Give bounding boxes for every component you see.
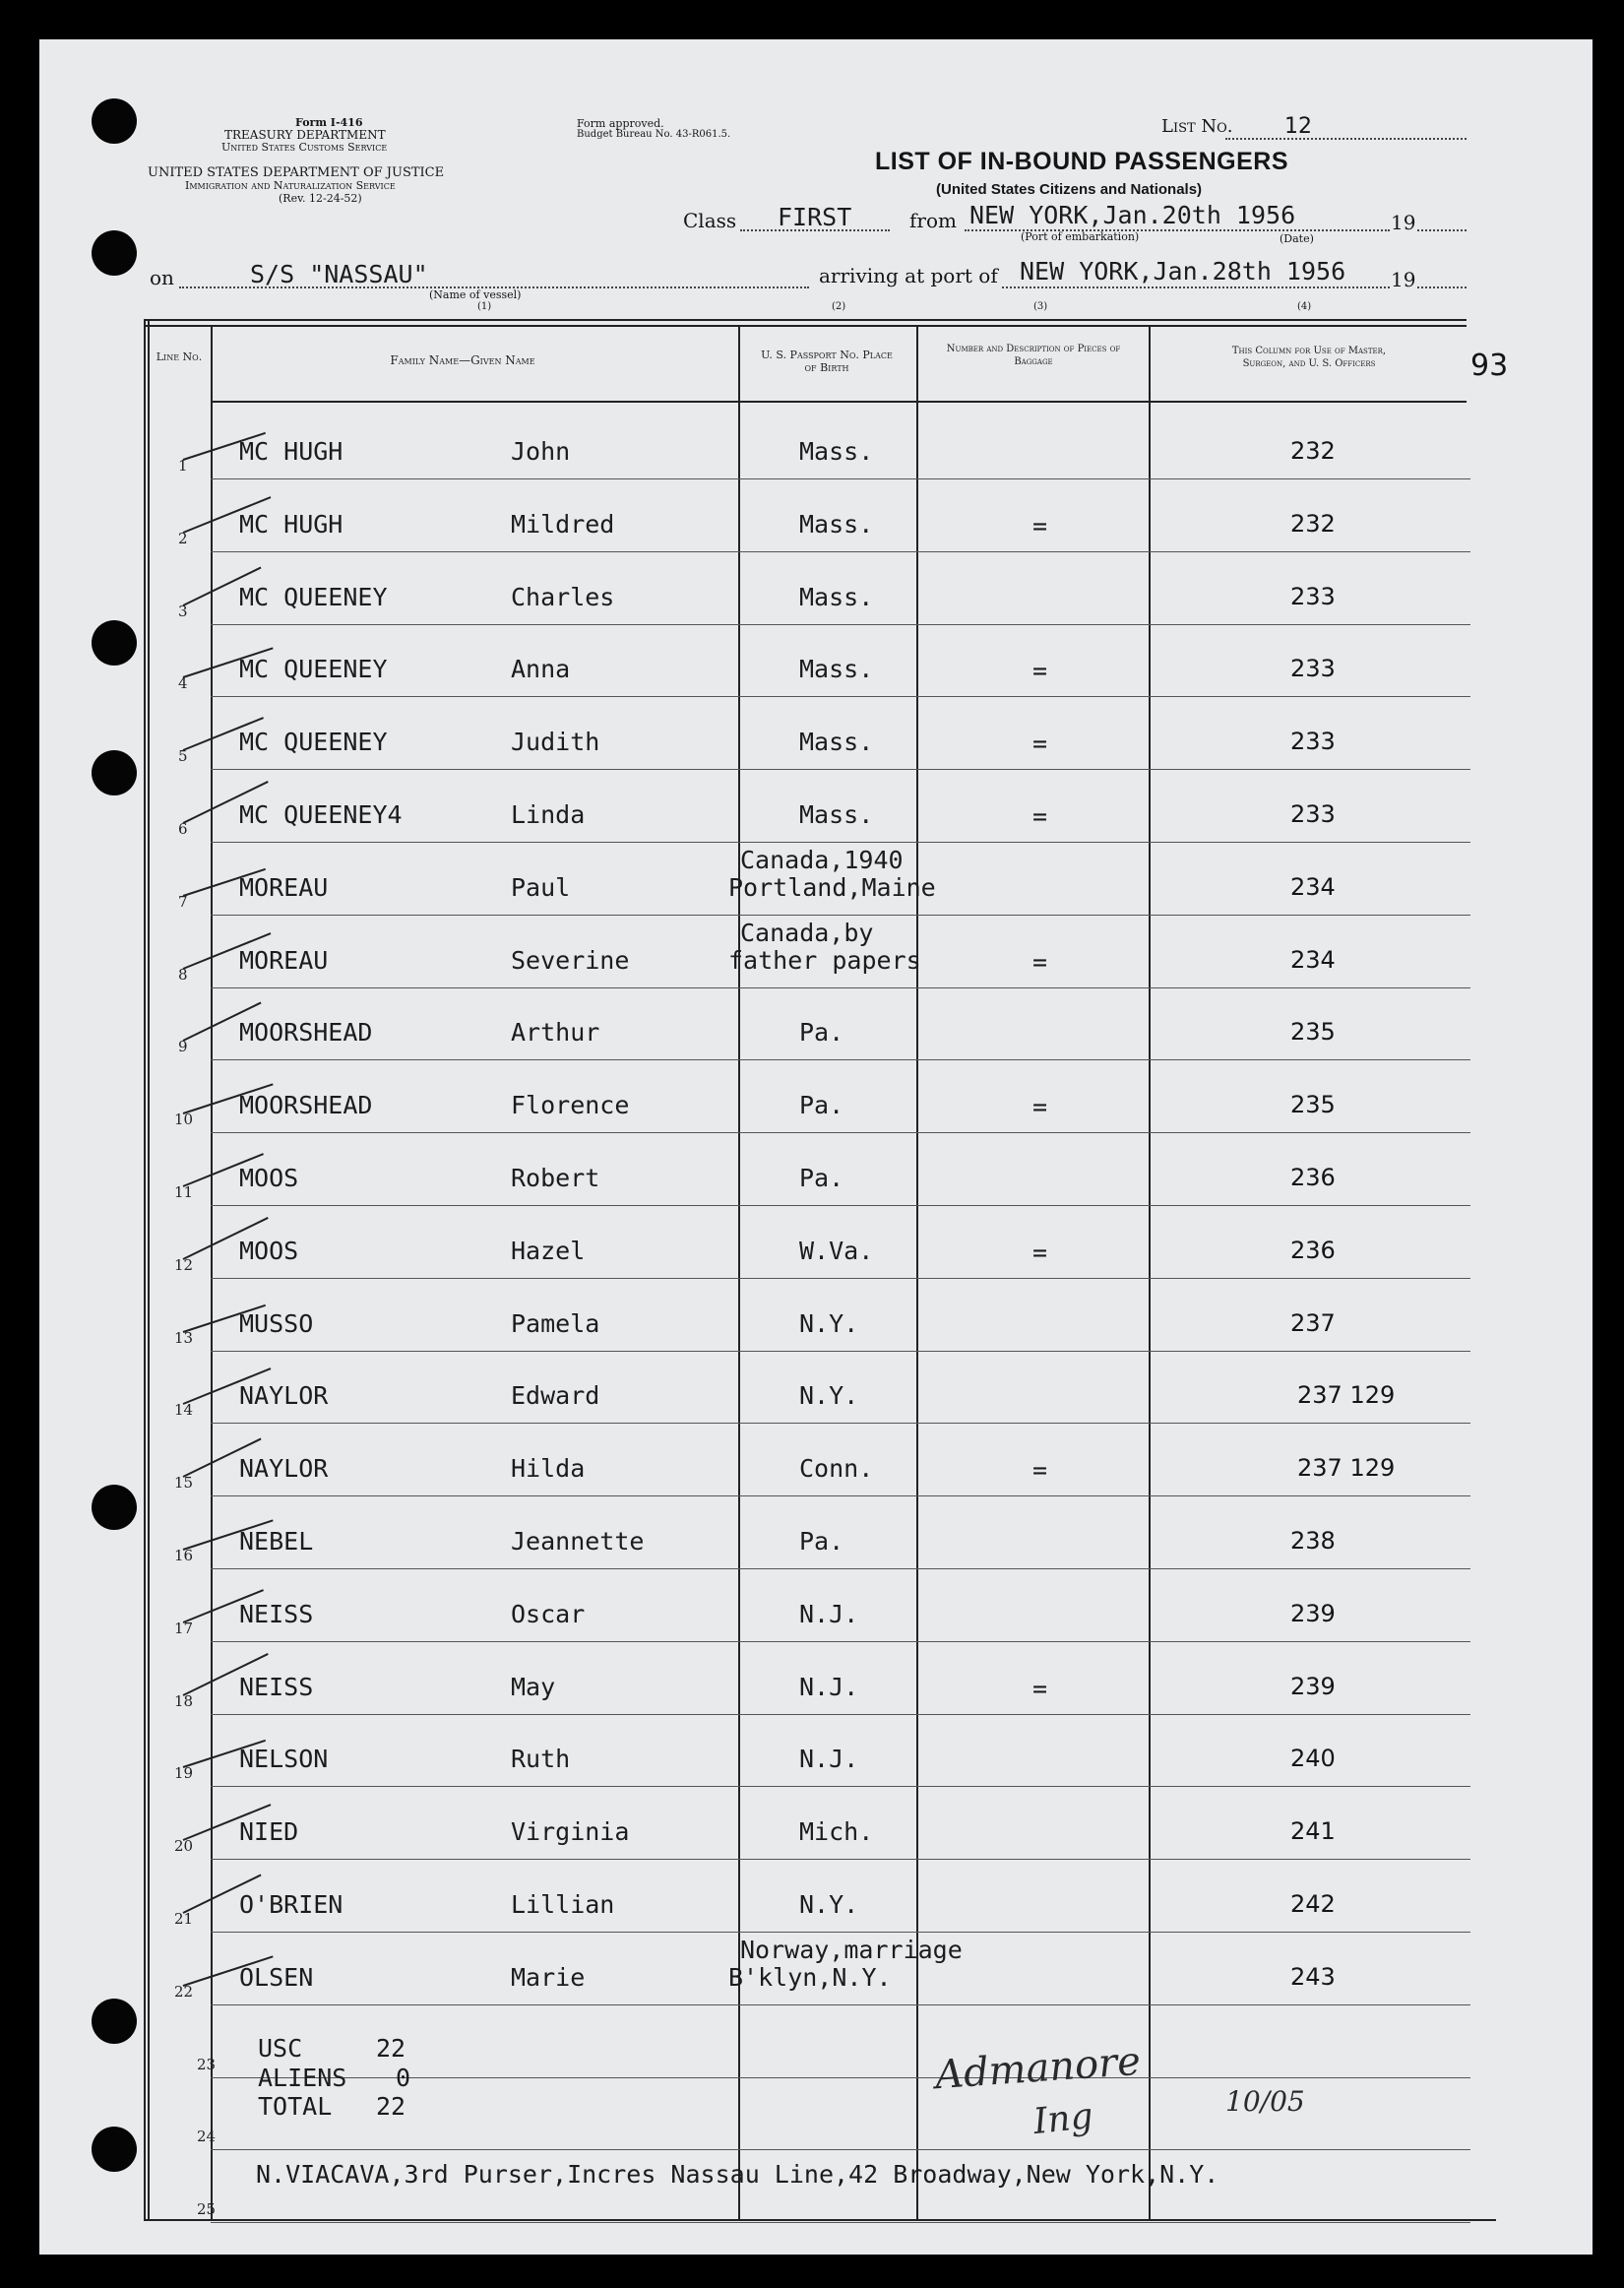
place-of-birth: Mass. — [799, 509, 874, 539]
officer-number: 233 — [1290, 582, 1336, 610]
row-rule — [211, 915, 1470, 916]
family-name: MC QUEENEY — [239, 655, 388, 684]
place-of-birth: N.Y. — [799, 1890, 859, 1919]
place-of-birth-line-2: Portland,Maine — [728, 872, 936, 902]
table-left-rule-2 — [148, 319, 150, 2221]
place-of-birth: N.J. — [799, 1599, 859, 1628]
family-name: MOOS — [239, 1236, 299, 1265]
row-rule — [211, 1641, 1470, 1642]
list-no-line — [1225, 138, 1467, 140]
line-number: 12 — [174, 1255, 194, 1274]
caption-1: (1) — [477, 301, 492, 312]
header-line-no: Line No. — [156, 350, 203, 363]
line-number: 11 — [174, 1183, 194, 1201]
given-name: Charles — [511, 582, 615, 611]
row-rule — [211, 2149, 1470, 2150]
header-bottom-rule — [211, 401, 1467, 403]
given-name: Linda — [511, 800, 586, 829]
place-of-birth-line-2: father papers — [728, 945, 921, 975]
given-name: Hazel — [511, 1236, 586, 1265]
officer-number: 238 — [1290, 1527, 1336, 1555]
line-number: 20 — [174, 1837, 194, 1856]
handwritten-note: Ing — [1031, 2095, 1095, 2143]
line-number: 10 — [174, 1111, 194, 1129]
table-bottom-rule — [144, 2219, 1496, 2221]
given-name: Anna — [511, 655, 571, 684]
officer-number: 234 — [1290, 945, 1336, 974]
place-of-birth: Canada,1940 — [740, 845, 904, 874]
page-title: LIST OF IN-BOUND PASSENGERS — [875, 148, 1289, 175]
total-value: 22 — [376, 2092, 406, 2121]
family-name: MC HUGH — [239, 509, 344, 539]
from-value: NEW YORK,Jan.20th 1956 — [969, 201, 1296, 229]
revision: (Rev. 12-24-52) — [279, 192, 362, 205]
vessel-name: S/S "NASSAU" — [250, 260, 428, 288]
line-number: 1 — [178, 457, 188, 475]
row-rule — [211, 1714, 1470, 1715]
row-rule — [211, 1351, 1470, 1352]
officer-number: 239 — [1290, 1599, 1336, 1627]
family-name: NAYLOR — [239, 1454, 329, 1484]
row-rule — [211, 1495, 1470, 1496]
header-baggage: Number and Description of Pieces of Baggage — [946, 344, 1121, 367]
form-approved: Form approved. — [577, 117, 664, 130]
handwritten-number: 10/05 — [1225, 2085, 1305, 2118]
place-of-birth: N.Y. — [799, 1381, 859, 1411]
baggage-mark: = — [1032, 1093, 1048, 1122]
vessel-caption: (Name of vessel) — [429, 288, 522, 301]
table-left-rule — [144, 319, 146, 2221]
binder-hole — [92, 98, 137, 144]
aliens-value: 0 — [396, 2064, 411, 2092]
given-name: Virginia — [511, 1817, 630, 1847]
line-number: 4 — [178, 674, 188, 693]
place-of-birth: Pa. — [799, 1164, 844, 1192]
officer-number: 235 — [1290, 1018, 1336, 1047]
place-of-birth: W.Va. — [799, 1236, 874, 1265]
given-name: Severine — [511, 945, 630, 975]
binder-hole — [92, 1485, 137, 1530]
justice-dept: UNITED STATES DEPARTMENT OF JUSTICE — [148, 165, 445, 180]
arriving-line — [1002, 286, 1390, 288]
family-name: MOOS — [239, 1164, 299, 1192]
given-name: Mildred — [511, 509, 615, 539]
officer-number: 241 — [1290, 1817, 1336, 1846]
given-name: May — [511, 1672, 556, 1701]
place-of-birth: Norway,marriage — [740, 1935, 963, 1964]
baggage-mark: = — [1032, 802, 1048, 831]
line-number: 24 — [197, 2128, 217, 2146]
officer-number: 233 — [1290, 728, 1336, 756]
family-name: MOORSHEAD — [239, 1091, 373, 1120]
row-rule — [211, 1278, 1470, 1279]
row-rule — [211, 478, 1470, 479]
officer-number: 233 — [1290, 655, 1336, 683]
officer-number: 242 — [1290, 1890, 1336, 1918]
family-name: MC QUEENEY4 — [239, 800, 403, 829]
binder-hole — [92, 620, 137, 666]
class-label: Class — [683, 209, 737, 232]
given-name: Marie — [511, 1962, 586, 1992]
row-rule — [211, 1132, 1470, 1133]
row-rule — [211, 1568, 1470, 1569]
place-of-birth: Mass. — [799, 437, 874, 466]
ins-service: Immigration and Naturalization Service — [185, 179, 396, 192]
given-name: Paul — [511, 872, 571, 902]
page-number: 93 — [1470, 349, 1509, 383]
line-number: 15 — [174, 1474, 194, 1493]
row-rule — [211, 2004, 1470, 2005]
officer-number: 232 — [1290, 437, 1336, 465]
given-name: Arthur — [511, 1018, 600, 1048]
officer-number: 237 129 — [1297, 1454, 1396, 1483]
arriving-value: NEW YORK,Jan.28th 1956 — [1020, 257, 1346, 286]
usc-label: USC — [258, 2034, 303, 2063]
place-of-birth: Pa. — [799, 1527, 844, 1556]
page-subtitle: (United States Citizens and Nationals) — [936, 181, 1203, 198]
line-number: 13 — [174, 1328, 194, 1347]
year-line-1 — [1417, 229, 1467, 231]
total-label: TOTAL — [258, 2092, 333, 2121]
row-rule — [211, 1859, 1470, 1860]
line-number: 2 — [178, 529, 188, 547]
row-rule — [211, 2222, 1470, 2223]
family-name: OLSEN — [239, 1962, 314, 1992]
date-caption: (Date) — [1280, 232, 1314, 245]
family-name: MC QUEENEY — [239, 728, 388, 757]
line-number: 14 — [174, 1401, 194, 1420]
place-of-birth: Pa. — [799, 1091, 844, 1120]
officer-number: 239 — [1290, 1672, 1336, 1700]
baggage-mark: = — [1032, 1238, 1048, 1267]
officer-number: 236 — [1290, 1236, 1336, 1264]
row-rule — [211, 842, 1470, 843]
line-number: 19 — [174, 1764, 194, 1783]
officer-number: 235 — [1290, 1091, 1336, 1119]
year-prefix-2: 19 — [1391, 268, 1416, 291]
line-number: 18 — [174, 1691, 194, 1710]
table-top-rule — [144, 319, 1467, 321]
family-name: MUSSO — [239, 1308, 314, 1338]
place-of-birth: Mass. — [799, 800, 874, 829]
list-no-label: List No. — [1161, 116, 1233, 137]
family-name: NELSON — [239, 1745, 329, 1774]
year-prefix-1: 19 — [1391, 211, 1416, 234]
place-of-birth: N.J. — [799, 1745, 859, 1774]
line-number: 9 — [178, 1038, 188, 1056]
header-passport: U. S. Passport No. Place of Birth — [761, 349, 893, 374]
row-rule — [211, 1205, 1470, 1206]
table-top-rule-2 — [144, 325, 1467, 327]
binder-hole — [92, 2127, 137, 2172]
family-name: MOREAU — [239, 872, 329, 902]
on-label: on — [150, 266, 174, 289]
family-name: NIED — [239, 1817, 299, 1847]
family-name: MOREAU — [239, 945, 329, 975]
line-number: 3 — [178, 602, 188, 620]
family-name: O'BRIEN — [239, 1890, 344, 1919]
binder-hole — [92, 230, 137, 276]
line-number: 23 — [197, 2055, 217, 2073]
aliens-label: ALIENS — [258, 2064, 347, 2092]
arriving-label: arriving at port of — [819, 264, 998, 287]
officer-number: 243 — [1290, 1962, 1336, 1991]
given-name: Ruth — [511, 1745, 571, 1774]
family-name: NEISS — [239, 1599, 314, 1628]
family-name: NAYLOR — [239, 1381, 329, 1411]
place-of-birth: Mich. — [799, 1817, 874, 1847]
place-of-birth: Conn. — [799, 1454, 874, 1484]
line-number: 16 — [174, 1547, 194, 1564]
line-number: 22 — [174, 1982, 194, 2001]
given-name: Jeannette — [511, 1527, 645, 1556]
row-rule — [211, 1932, 1470, 1933]
baggage-mark: = — [1032, 657, 1048, 686]
place-of-birth: Pa. — [799, 1018, 844, 1048]
caption-4: (4) — [1297, 301, 1312, 312]
baggage-mark: = — [1032, 511, 1048, 540]
officer-number: 234 — [1290, 872, 1336, 901]
row-rule — [211, 696, 1470, 697]
baggage-mark: = — [1032, 947, 1048, 977]
usc-value: 22 — [376, 2034, 406, 2063]
row-rule — [211, 769, 1470, 770]
treasury-dept: TREASURY DEPARTMENT — [224, 128, 386, 142]
year-line-2 — [1417, 286, 1467, 288]
row-rule — [211, 1059, 1470, 1060]
row-rule — [211, 1786, 1470, 1787]
line-number: 25 — [197, 2200, 217, 2219]
place-of-birth: Mass. — [799, 655, 874, 684]
given-name: Hilda — [511, 1454, 586, 1484]
line-number: 6 — [178, 820, 188, 838]
line-number: 17 — [174, 1619, 194, 1637]
given-name: Lillian — [511, 1890, 615, 1919]
place-of-birth-line-2: B'klyn,N.Y. — [728, 1962, 892, 1992]
given-name: Florence — [511, 1091, 630, 1120]
purser-line: N.VIACAVA,3rd Purser,Incres Nassau Line,42 Broadway,New York,N.Y. — [256, 2160, 1219, 2189]
line-number: 21 — [174, 1910, 194, 1928]
family-name: MC HUGH — [239, 437, 344, 466]
family-name: NEISS — [239, 1672, 314, 1701]
officer-number: 240 — [1290, 1745, 1336, 1773]
given-name: Oscar — [511, 1599, 586, 1628]
baggage-mark: = — [1032, 1674, 1048, 1703]
place-of-birth: N.J. — [799, 1672, 859, 1701]
given-name: Pamela — [511, 1308, 600, 1338]
col-divider-officers — [1149, 325, 1151, 2221]
class-value: FIRST — [778, 203, 852, 231]
customs-service: United States Customs Service — [221, 141, 388, 154]
row-rule — [211, 987, 1470, 988]
place-of-birth: N.Y. — [799, 1308, 859, 1338]
family-name: MC QUEENEY — [239, 582, 388, 611]
line-number: 8 — [178, 965, 188, 984]
place-of-birth: Mass. — [799, 582, 874, 611]
list-no-value: 12 — [1284, 114, 1312, 139]
given-name: John — [511, 437, 571, 466]
header-officers: This Column for Use of Master, Surgeon, and U. S. Officers — [1231, 346, 1387, 369]
form-number: Form I-416 — [295, 116, 363, 129]
family-name: NEBEL — [239, 1527, 314, 1556]
port-embark-caption: (Port of embarkation) — [1021, 230, 1140, 243]
officer-number: 237 — [1290, 1308, 1336, 1337]
caption-2: (2) — [832, 301, 846, 312]
given-name: Judith — [511, 728, 600, 757]
signature: Admanore — [933, 2038, 1143, 2099]
place-of-birth: Mass. — [799, 728, 874, 757]
given-name: Robert — [511, 1164, 600, 1192]
baggage-mark: = — [1032, 1456, 1048, 1486]
caption-3: (3) — [1033, 301, 1048, 312]
officer-number: 233 — [1290, 800, 1336, 828]
col-divider-name — [211, 325, 213, 2221]
line-number: 7 — [178, 892, 188, 911]
line-number: 5 — [178, 747, 188, 766]
officer-number: 236 — [1290, 1164, 1336, 1191]
binder-hole — [92, 750, 137, 795]
officer-number: 237 129 — [1297, 1381, 1396, 1410]
officer-number: 232 — [1290, 509, 1336, 538]
row-rule — [211, 1423, 1470, 1424]
binder-hole — [92, 1999, 137, 2044]
from-label: from — [909, 209, 957, 232]
family-name: MOORSHEAD — [239, 1018, 373, 1048]
row-rule — [211, 551, 1470, 552]
row-rule — [211, 624, 1470, 625]
header-family-name: Family Name—Given Name — [390, 353, 535, 367]
place-of-birth: Canada,by — [740, 918, 874, 947]
given-name: Edward — [511, 1381, 600, 1411]
budget-bureau: Budget Bureau No. 43-R061.5. — [577, 129, 731, 140]
baggage-mark: = — [1032, 730, 1048, 759]
